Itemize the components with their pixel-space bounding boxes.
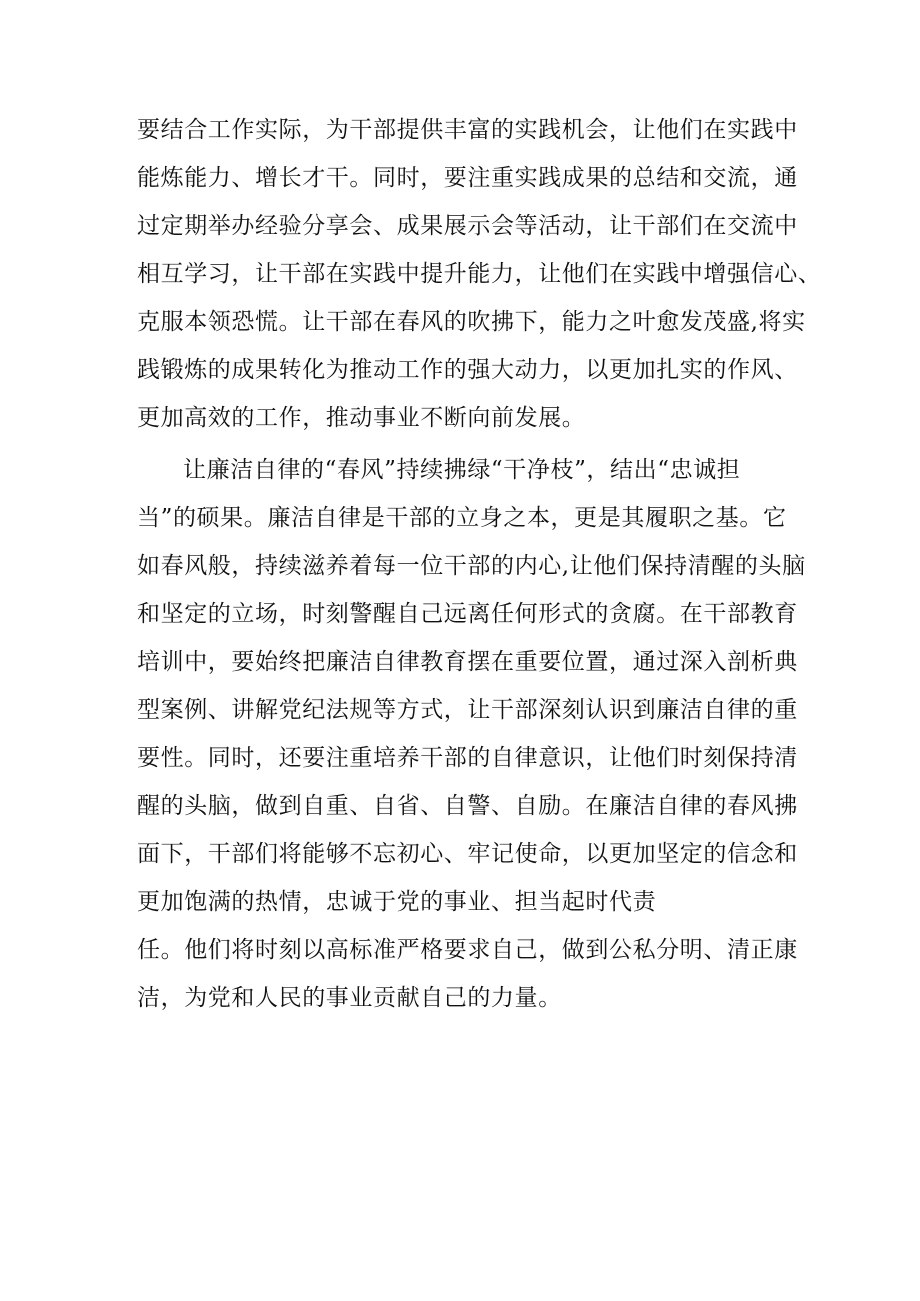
text-line: 过定期举办经验分享会、成果展示会等活动，让干部们在交流中 xyxy=(137,213,798,239)
text-line: 任。他们将时刻以高标准严格要求自己，做到公私分明、清正康 xyxy=(137,937,798,963)
text-line: 培训中，要始终把廉洁自律教育摆在重要位置，通过深入剖析典 xyxy=(137,649,798,675)
text-line: 更加饱满的热情，忠诚于党的事业、担当起时代责 xyxy=(137,889,657,915)
text-line: 面下，干部们将能够不忘初心、牢记使命，以更加坚定的信念和 xyxy=(137,841,798,867)
text-line: 洁，为党和人民的事业贡献自己的力量。 xyxy=(137,985,562,1011)
text-line: 醒的头脑，做到自重、自省、自警、自励。在廉洁自律的春风拂 xyxy=(137,793,798,819)
text-line: 要结合工作实际，为干部提供丰富的实践机会，让他们在实践中 xyxy=(137,117,798,143)
text-line: 践锻炼的成果转化为推动工作的强大动力，以更加扎实的作风、 xyxy=(137,357,798,383)
text-line: 如春风般，持续滋养着每一位干部的内心,让他们保持清醒的头脑 xyxy=(137,553,806,579)
text-line: 克服本领恐慌。让干部在春风的吹拂下，能力之叶愈发茂盛,将实 xyxy=(137,309,806,335)
text-line: 能炼能力、增长才干。同时，要注重实践成果的总结和交流，通 xyxy=(137,165,798,191)
text-line: 要性。同时，还要注重培养干部的自律意识，让他们时刻保持清 xyxy=(137,745,798,771)
paragraph-first-line: 让廉洁自律的“春风”持续拂绿“干净枝”，结出“忠诚担 xyxy=(183,457,741,483)
text-line: 和坚定的立场，时刻警醒自己远离任何形式的贪腐。在干部教育 xyxy=(137,601,798,627)
text-line: 更加高效的工作，推动事业不断向前发展。 xyxy=(137,405,586,431)
text-line: 相互学习，让干部在实践中提升能力，让他们在实践中增强信心、 xyxy=(137,261,822,287)
text-line: 当”的硕果。廉洁自律是干部的立身之本，更是其履职之基。它 xyxy=(137,505,787,531)
text-line: 型案例、讲解党纪法规等方式，让干部深刻认识到廉洁自律的重 xyxy=(137,697,798,723)
